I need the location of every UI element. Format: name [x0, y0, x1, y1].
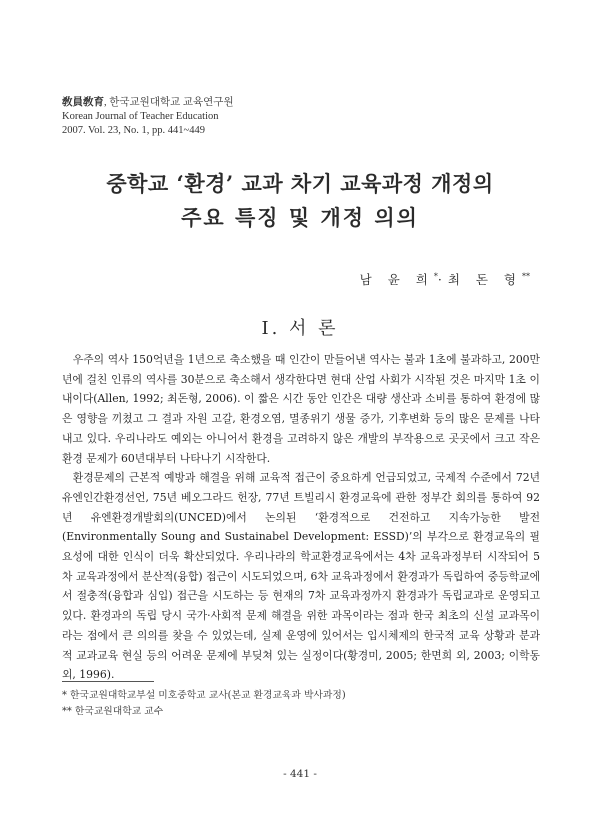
journal-english-title: Korean Journal of Teacher Education: [62, 111, 219, 122]
footnote-divider: [62, 681, 154, 682]
paragraph-1: 우주의 역사 150억년을 1년으로 축소했을 때 인간이 만들어낸 역사는 불과 1초에 불과하고, 200만년에 걸친 인류의 역사를 30분으로 축소해서 생각한다면 현대 산업 사회가 시작된 것은 마지막 1초 이내이다(Allen, 1992; 최돈형, 2006). 이 짧은 시간 동안 인간은 대량 생산과 소비를 통하여 환경에 많은 영향을 끼쳤고 그 결과 자원 고갈, 환경오염, 멸종위기 생물 증가, 기후변화 등의 많은 문제를 나타내고 있다. 우리나라도 예외는 아니어서 환경을 고려하지 않은 개발의 부작용으로 곳곳에서 크고 작은 환경 문제가 60년대부터 나타나기 시작한다.: [62, 353, 540, 465]
page-number: - 441 -: [283, 768, 317, 780]
paragraph-2: 환경문제의 근본적 예방과 해결을 위해 교육적 접근이 중요하게 언급되었고, 국제적 수준에서 72년 유엔인간환경선언, 75년 베오그라드 헌장, 77년 트빌리시 환경교육에 관한 정부간 회의를 통하여 92년 유엔환경개발회의(UNCED)에서 논의된 ‘환경적으로 건전하고 지속가능한 발전(Environmentally Soung and Sustainabel Development: ESSD)’의 부각으로 환경교육의 필요성에 대한 인식이 더욱 확산되었다. 우리나라의 학교환경교육에서는 4차 교육과정부터 시작되어 5차 교육과정에서 분산적(융합) 접근이 시도되었으며, 6차 교육과정에서 환경과가 독립하여 중등학교에서 절충적(융합과 심입) 접근을 시도하는 등 현재의 7차 교육과정까지 환경과가 독립교과로 운영되고 있다. 환경과의 독립 당시 국가·사회적 문제 해결을 위한 과목이라는 점과 한국 최초의 신설 교과목이라는 점에서 큰 의의를 찾을 수 있었는데, 실제 운영에 있어서는 입시체제의 한국적 교육 상황과 분과적 교과교육 현실 등의 어려운 문제에 부딪쳐 있는 실정이다(황경미, 2005; 한면희 외, 2003; 이학동 외, 1996).: [62, 471, 540, 682]
author-line: [360, 270, 530, 288]
journal-hanja-title: 敎員敎育: [62, 97, 104, 108]
author-2-name: 최 돈 형: [447, 272, 522, 287]
footnote-1: * 한국교원대학교부설 미호중학교 교사(본교 환경교육과 박사과정): [62, 690, 346, 701]
author-1-mark: *: [433, 271, 438, 281]
footnote-2: ** 한국교원대학교 교수: [62, 706, 164, 717]
journal-name-line: [62, 96, 234, 110]
body-text: [62, 350, 540, 685]
journal-citation: 2007. Vol. 23, No. 1, pp. 441~449: [62, 125, 205, 136]
footnotes: [62, 688, 346, 720]
journal-publisher: , 한국교원대학교 교육연구원: [104, 97, 234, 108]
author-1-name: 남 윤 희: [359, 272, 434, 287]
author-separator: ·: [437, 272, 448, 287]
paper-title-line-1: 중학교 ‘환경’ 교과 차기 교육과정 개정의: [106, 171, 494, 196]
author-2-mark: **: [522, 271, 530, 281]
paper-title-line-2: 주요 특징 및 개정 의의: [181, 205, 419, 230]
section-heading: Ⅰ. 서 론: [261, 318, 339, 339]
journal-header: [62, 96, 234, 138]
